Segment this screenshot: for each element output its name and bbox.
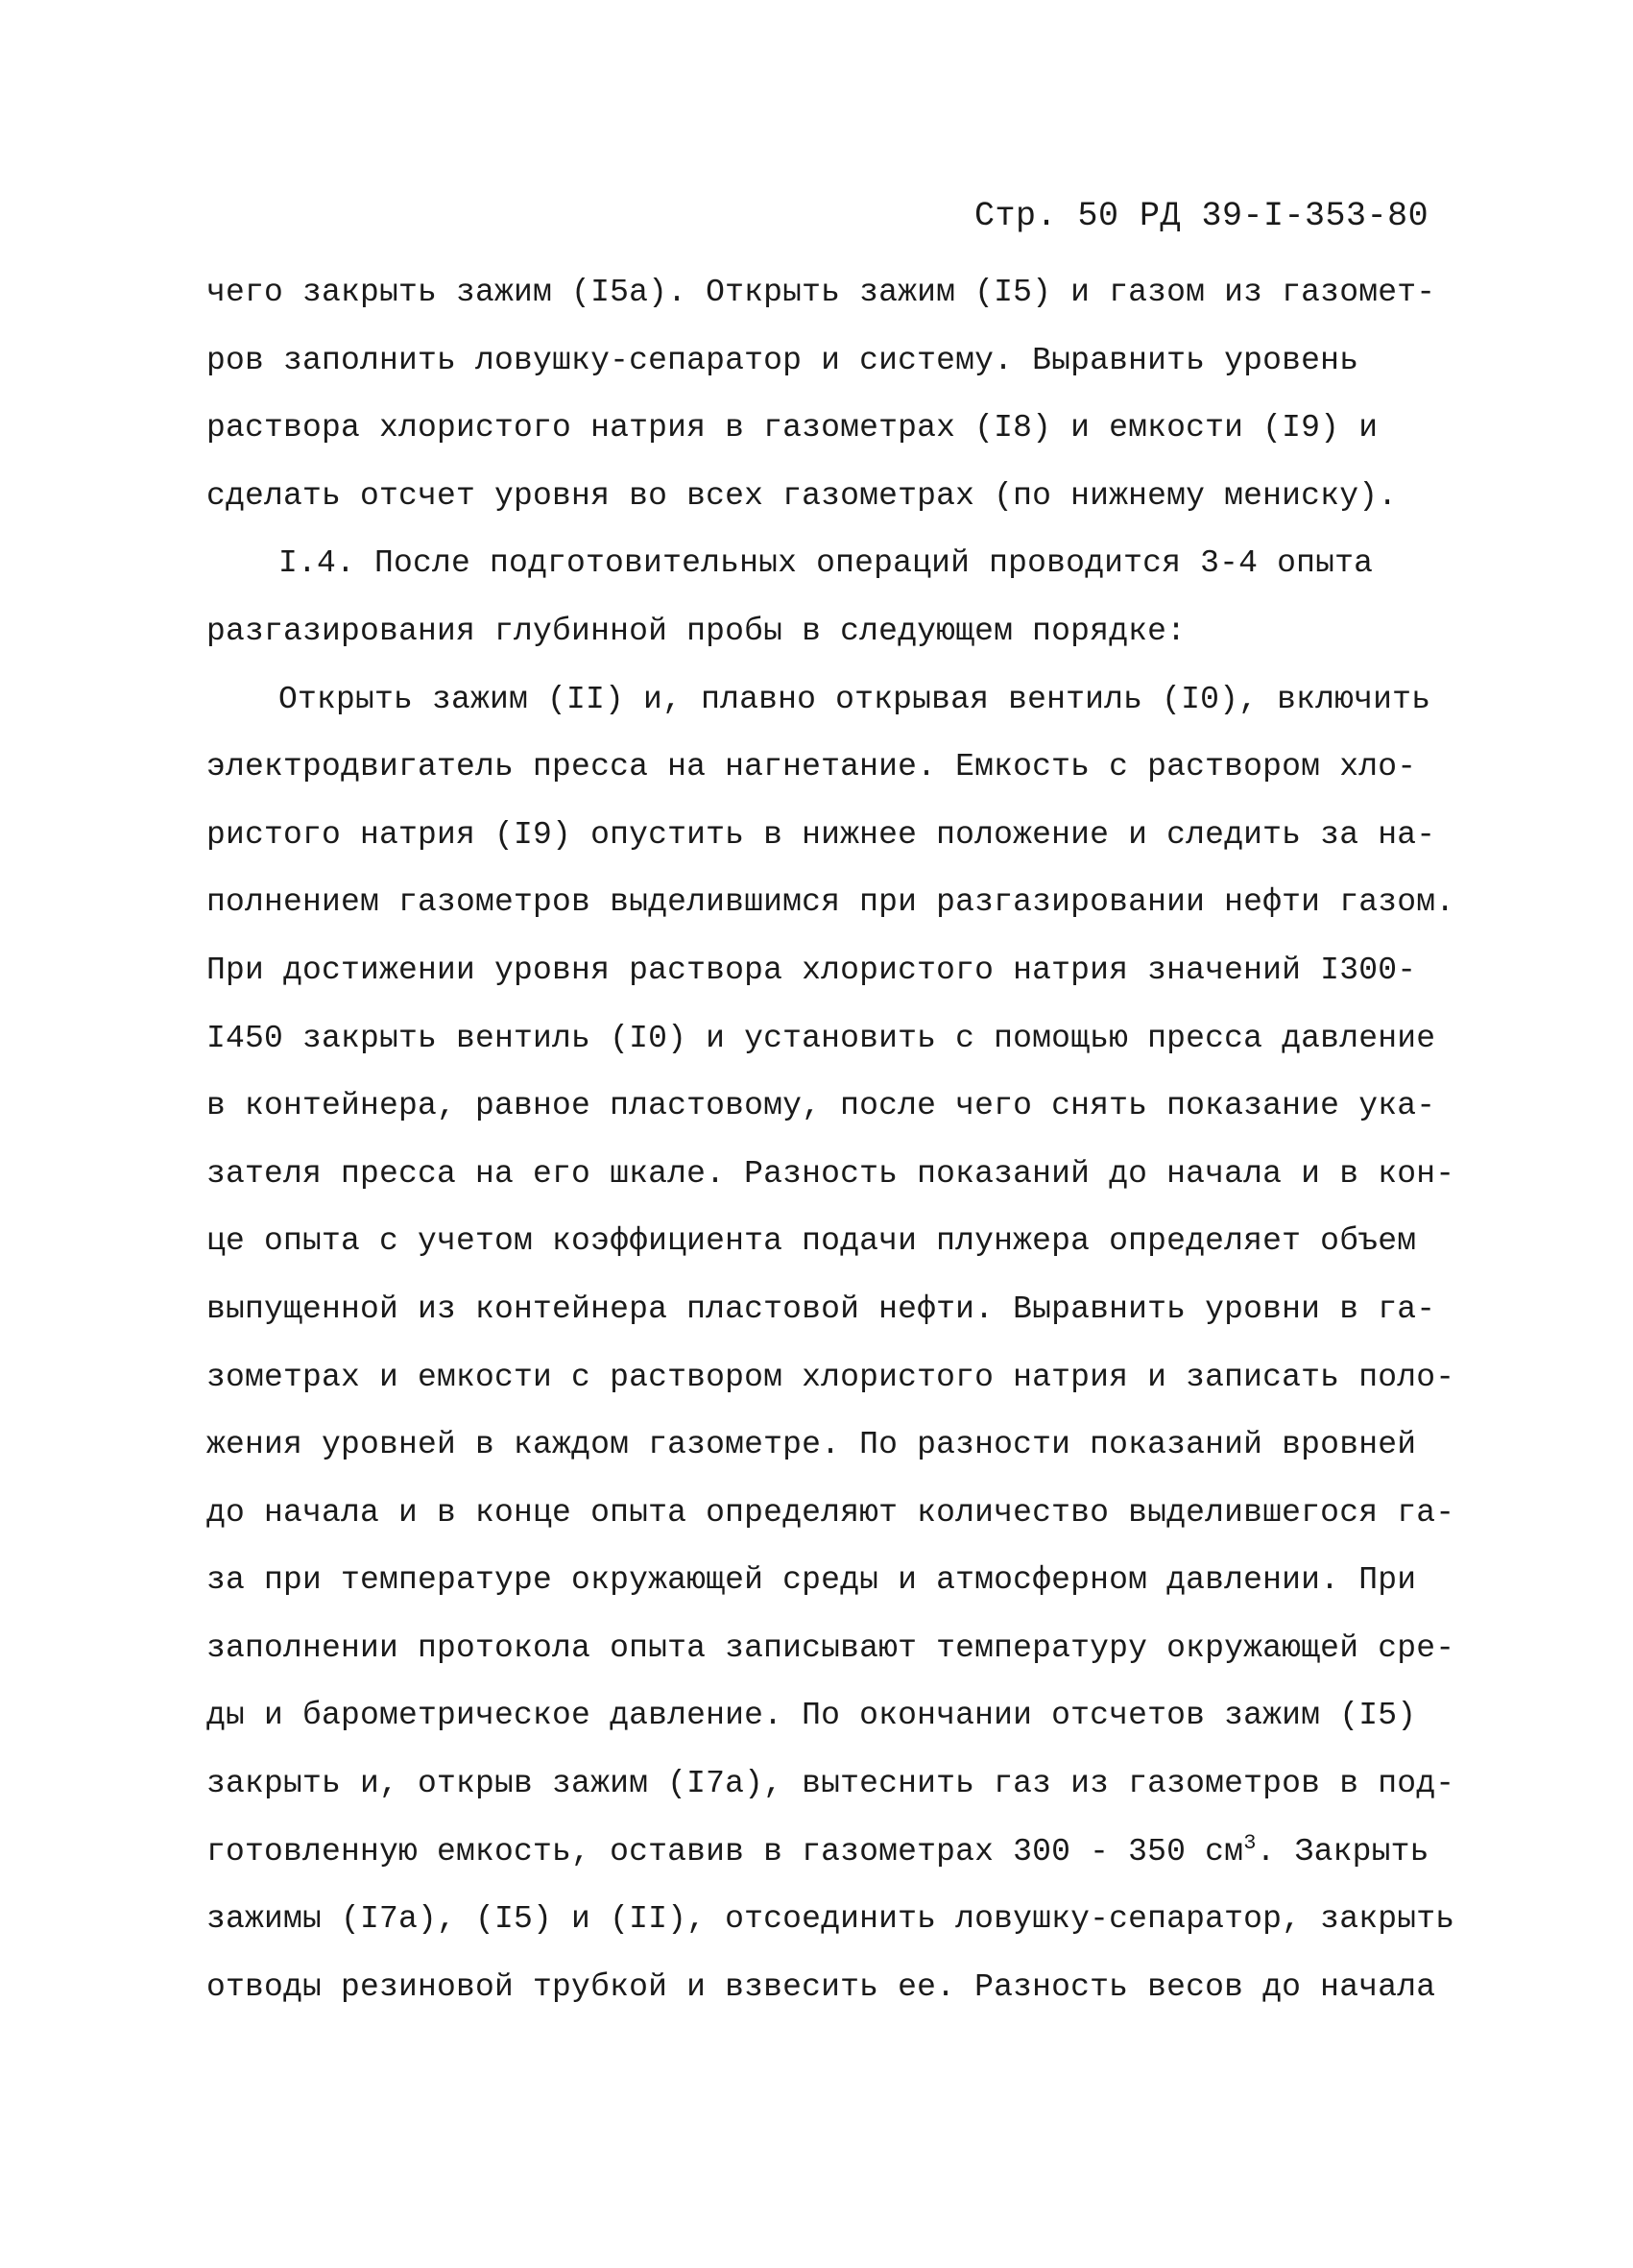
text-line: зажимы (I7a), (I5) и (II), отсоединить ловушку-сепаратор, закрыть: [206, 1901, 1455, 1938]
superscript-exponent: 3: [1243, 1830, 1257, 1855]
text-line: раствора хлористого натрия в газометрах (I8) и емкости (I9) и: [206, 410, 1379, 446]
text-line: сделать отсчет уровня во всех газометрах (по нижнему мениску).: [206, 477, 1398, 514]
text-line: I450 закрыть вентиль (I0) и установить с помощью пресса давление: [206, 1020, 1436, 1056]
page-header: Стр. 50 РД 39-I-353-80: [974, 197, 1429, 235]
text-line: зометрах и емкости с раствором хлористого натрия и записать поло-: [206, 1359, 1455, 1395]
text-segment-tail: . Закрыть: [1256, 1833, 1429, 1870]
section-heading-line: I.4. После подготовительных операций проводится 3-4 опыта: [278, 545, 1374, 582]
text-line: це опыта с учетом коэффициента подачи плунжера определяет объем: [206, 1223, 1417, 1260]
text-line: заполнении протокола опыта записывают температуру окружающей сре-: [206, 1629, 1455, 1666]
text-segment: готовленную емкость, оставив в газометрах 300 - 350 см: [206, 1833, 1244, 1870]
text-line: отводы резиновой трубкой и взвесить ее. Разность весов до начала: [206, 1968, 1436, 2005]
paragraph-start-line: Открыть зажим (II) и, плавно открывая вентиль (I0), включить: [278, 681, 1431, 717]
text-line: ров заполнить ловушку-сепаратор и систему. Выравнить уровень: [206, 342, 1359, 378]
text-line: полнением газометров выделившимся при разгазировании нефти газом.: [206, 884, 1455, 921]
text-line: ристого натрия (I9) опустить в нижнее положение и следить за на-: [206, 816, 1436, 853]
text-line: зателя пресса на его шкале. Разность показаний до начала и в кон-: [206, 1155, 1455, 1192]
text-line: ды и барометрическое давление. По окончании отсчетов зажим (I5): [206, 1698, 1417, 1734]
text-line: При достижении уровня раствора хлористого натрия значений I300-: [206, 952, 1417, 988]
text-line: чего закрыть зажим (I5a). Открыть зажим (I5) и газом из газомет-: [206, 275, 1436, 310]
text-line: за при температуре окружающей среды и атмосферном давлении. При: [206, 1562, 1417, 1599]
text-line-with-superscript: [206, 1819, 1454, 1887]
text-line: жения уровней в каждом газометре. По разности показаний вровней: [206, 1427, 1417, 1463]
text-line: в контейнера, равное пластовому, после чего снять показание ука-: [206, 1088, 1436, 1124]
text-line: разгазирования глубинной пробы в следующем порядке:: [206, 613, 1187, 649]
body-text: [206, 259, 1454, 2021]
text-line: закрыть и, открыв зажим (I7a), вытеснить газ из газометров в под-: [206, 1766, 1455, 1802]
text-line: электродвигатель пресса на нагнетание. Емкость с раствором хло-: [206, 749, 1417, 785]
text-line: выпущенной из контейнера пластовой нефти. Выравнить уровни в га-: [206, 1291, 1436, 1327]
text-line: до начала и в конце опыта определяют количество выделившегося га-: [206, 1494, 1455, 1531]
